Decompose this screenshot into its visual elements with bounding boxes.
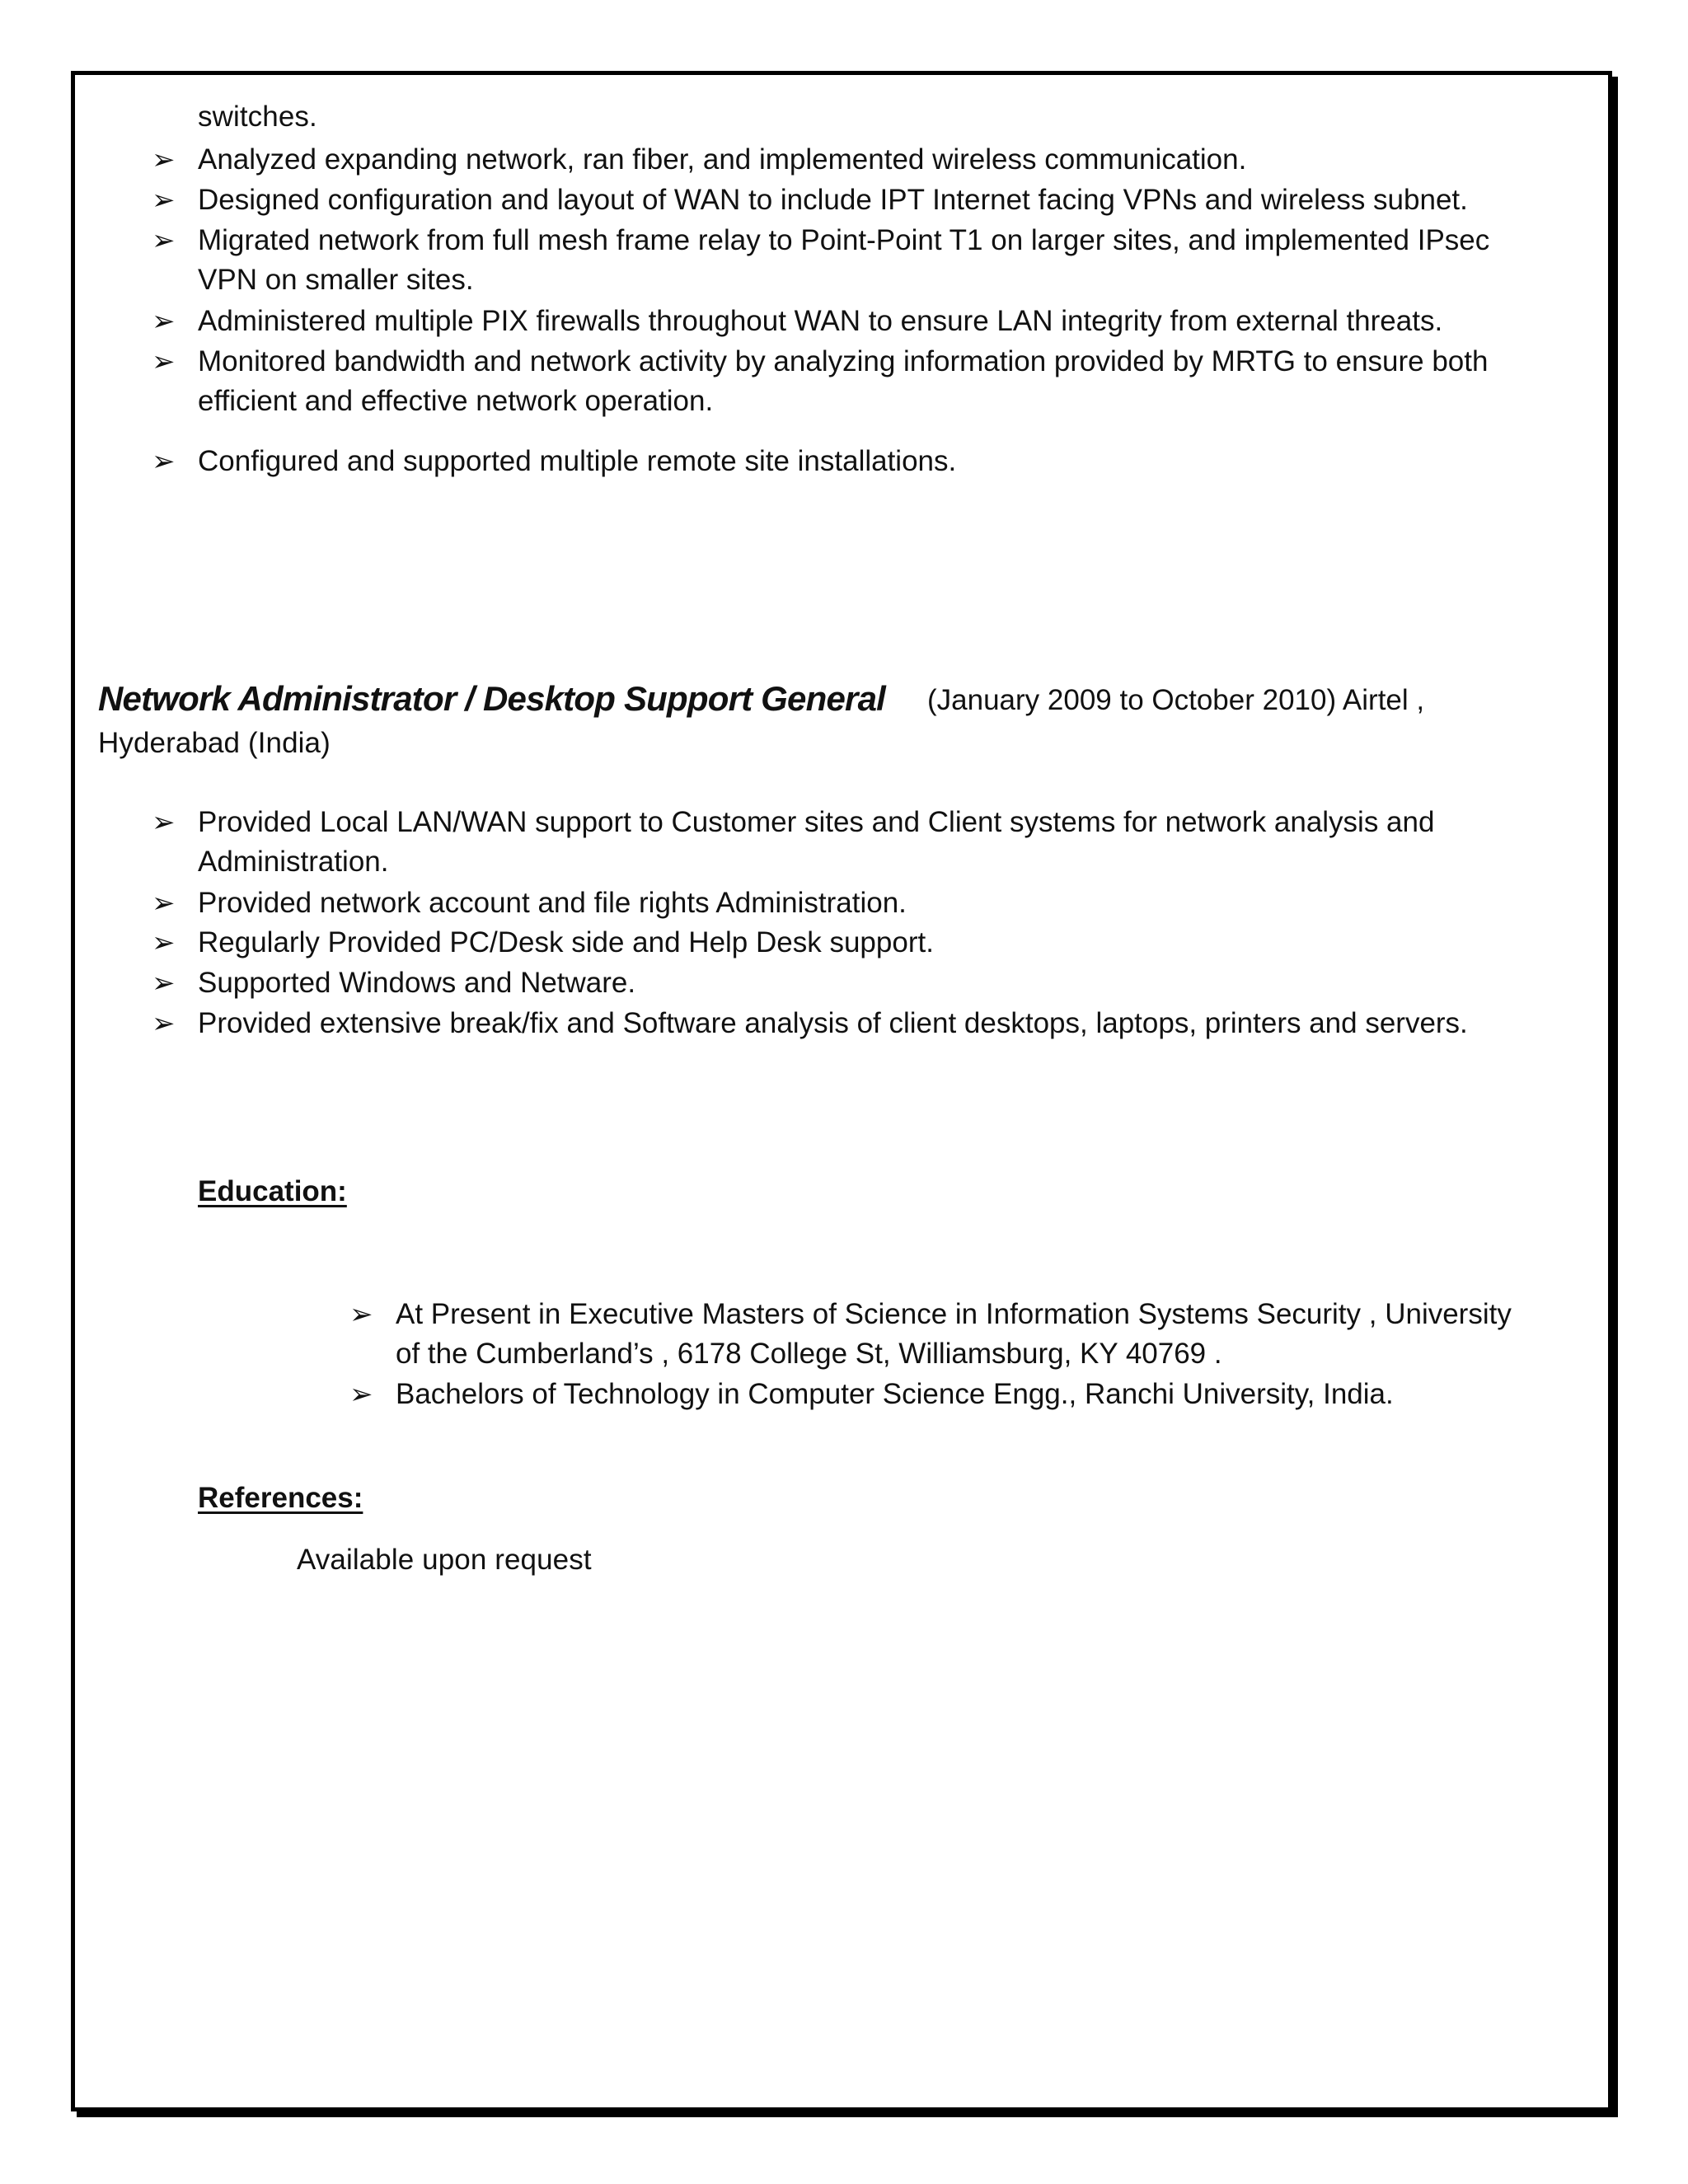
arrowhead-bullet-icon: ➢ — [152, 806, 176, 839]
list-item — [152, 221, 1586, 300]
bullet-text: Monitored bandwidth and network activity by analyzing information provided by MRTG to ensure both efficient and effective network operation. — [198, 345, 1489, 417]
job-title: Network Administrator / Desktop Support General — [98, 679, 885, 718]
continued-bullet-text: switches. — [198, 101, 317, 133]
arrowhead-bullet-icon: ➢ — [152, 926, 176, 959]
arrowhead-bullet-icon: ➢ — [152, 224, 176, 257]
arrowhead-bullet-icon: ➢ — [152, 445, 176, 478]
list-item — [152, 180, 1586, 220]
job-location: Hyderabad (India) — [98, 727, 331, 759]
arrowhead-bullet-icon: ➢ — [349, 1298, 373, 1331]
arrowhead-bullet-icon: ➢ — [152, 143, 176, 176]
bullet-text: Regularly Provided PC/Desk side and Help Desk support. — [198, 926, 934, 958]
list-item — [152, 1004, 1586, 1043]
list-item — [152, 883, 1586, 923]
references-text: Available upon request — [297, 1544, 592, 1576]
arrowhead-bullet-icon: ➢ — [349, 1378, 373, 1411]
list-item — [349, 1375, 1602, 1414]
bullet-text: Analyzed expanding network, ran fiber, and implemented wireless communication. — [198, 143, 1247, 176]
education-heading: Education: — [198, 1175, 347, 1207]
list-item — [152, 302, 1586, 341]
arrowhead-bullet-icon: ➢ — [152, 184, 176, 217]
bullet-text: Designed configuration and layout of WAN to include IPT Internet facing VPNs and wireless subnet. — [198, 184, 1468, 216]
bullet-text: At Present in Executive Masters of Science in Information Systems Security , University of the Cumberland’s , 6178 College St, Williamsburg, KY 40769 . — [396, 1298, 1512, 1370]
bullet-text: Migrated network from full mesh frame relay to Point-Point T1 on larger sites, and implemented IPsec VPN on smaller sites. — [198, 224, 1490, 296]
list-item — [152, 342, 1586, 421]
bullet-text: Administered multiple PIX firewalls throughout WAN to ensure LAN integrity from external threats. — [198, 305, 1443, 337]
list-item — [152, 140, 1586, 180]
arrowhead-bullet-icon: ➢ — [152, 1007, 176, 1040]
arrowhead-bullet-icon: ➢ — [152, 887, 176, 920]
arrowhead-bullet-icon: ➢ — [152, 345, 176, 378]
bullet-text: Supported Windows and Netware. — [198, 967, 636, 999]
list-item — [152, 923, 1586, 963]
bullet-text: Configured and supported multiple remote site installations. — [198, 445, 957, 477]
references-heading: References: — [198, 1482, 363, 1514]
list-item — [349, 1295, 1602, 1374]
bullet-text: Provided network account and file rights Administration. — [198, 887, 907, 919]
job-dates-company: (January 2009 to October 2010) Airtel , — [927, 684, 1425, 716]
arrowhead-bullet-icon: ➢ — [152, 967, 176, 1000]
bullet-text: Provided Local LAN/WAN support to Customer sites and Client systems for network analysis and Administration. — [198, 806, 1435, 878]
bullet-text: Provided extensive break/fix and Software analysis of client desktops, laptops, printers and servers. — [198, 1007, 1468, 1039]
list-item — [152, 442, 1586, 481]
arrowhead-bullet-icon: ➢ — [152, 305, 176, 338]
bullet-text: Bachelors of Technology in Computer Science Engg., Ranchi University, India. — [396, 1378, 1394, 1410]
list-item — [152, 963, 1586, 1003]
list-item — [152, 803, 1586, 882]
